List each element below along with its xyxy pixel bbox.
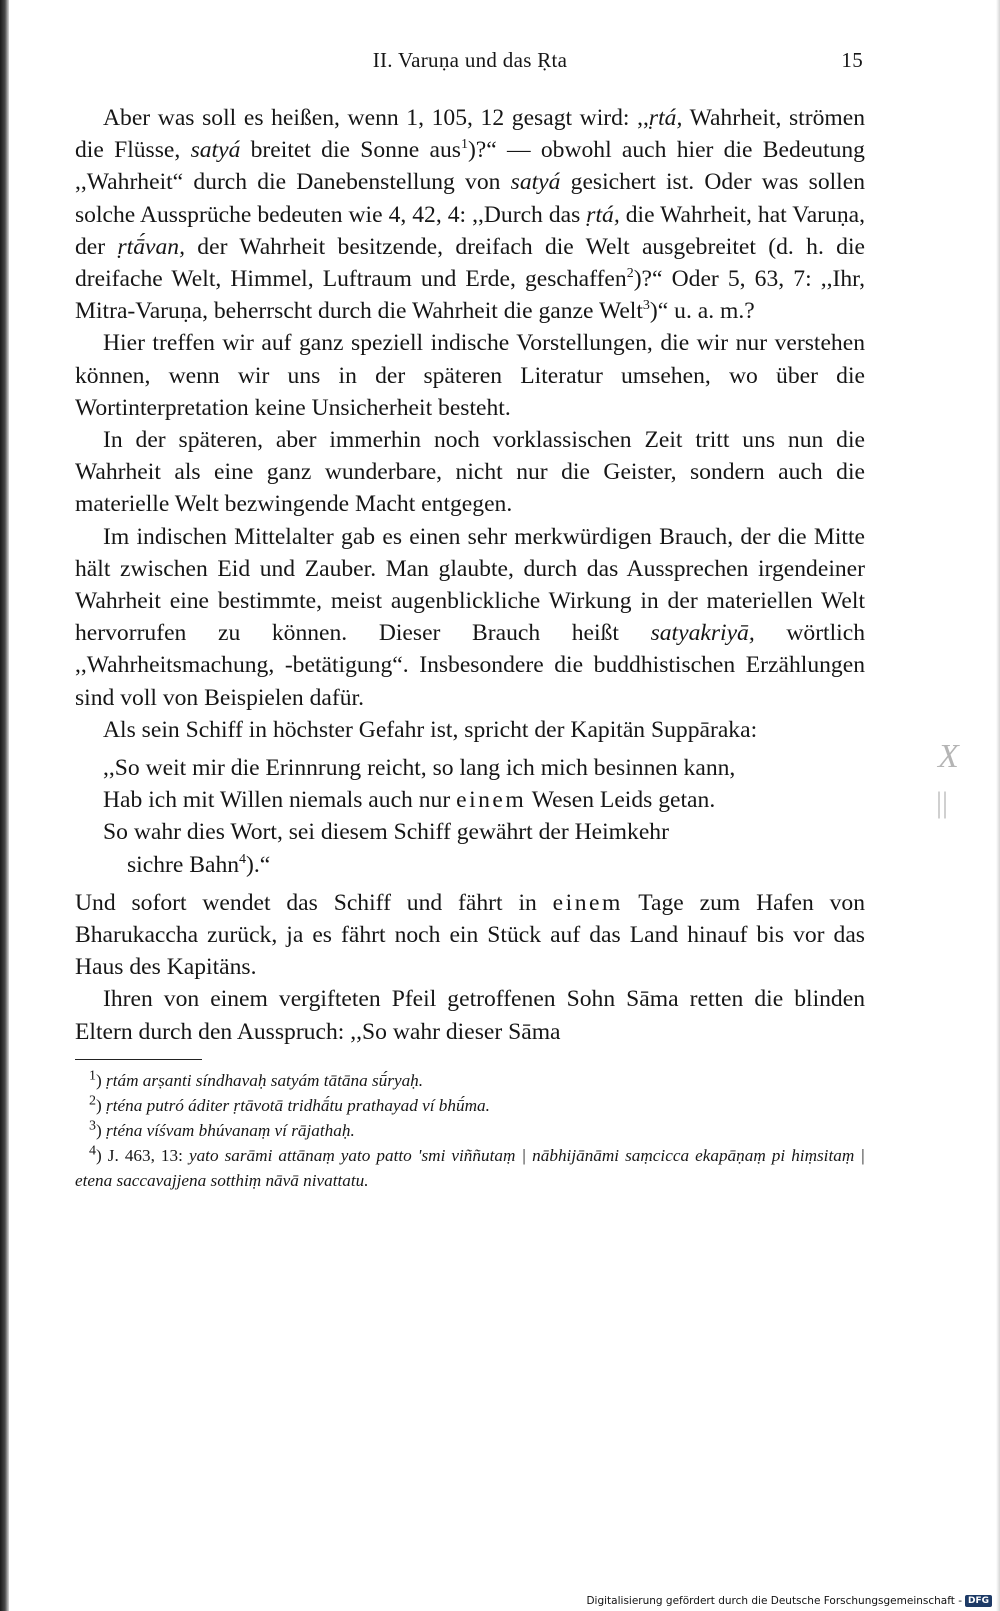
- footnote-mark: 4: [89, 1143, 96, 1159]
- page-number: 15: [841, 48, 863, 72]
- dfg-logo[interactable]: DFG: [965, 1595, 992, 1607]
- chapter-title: II. Varuṇa und das Ṛta: [372, 48, 568, 72]
- text-run: Im indischen Mittelalter gab es einen sehr merkwürdigen Brauch, der die Mitte hält zwischen Eid und Zauber. Man glaubte, durch das Aussprechen irgendeiner Wahrheit eine bestimmte, meist augenblickliche Wirkung in der materiellen Welt hervorrufen zu können. Dieser Brauch heißt: [75, 523, 865, 647]
- verse-line-1: ,,So weit mir die Erinnrung reicht, so lang ich mich besinnen kann,: [103, 755, 736, 782]
- text-run: Tage zum Hafen von Bharukaccha zurück, ja es fährt noch ein Stück auf das Land hinauf bis vor das Haus des Kapitäns.: [75, 889, 865, 981]
- footnote-mark: 1: [89, 1068, 96, 1084]
- text-run: breitet die Sonne aus: [240, 137, 461, 164]
- text-run: )“ u. a. m.?: [649, 298, 755, 325]
- text-run: Hab ich mit Willen niemals auch nur: [103, 787, 457, 814]
- scan-right-edge: [996, 0, 1000, 1611]
- footnote-3: $^3$) ṛténa víśvam bhúvanaṃ ví rājathaḥ.: [89, 1118, 355, 1140]
- paragraph-3: In der späteren, aber immerhin noch vorklassischen Zeit tritt uns nun die Wahrheit als eine ganz wunderbare, nicht nur die Geister, sondern auch die materielle Welt bezwingende Macht entgegen.: [75, 427, 865, 518]
- footnote-ref-2: 2: [626, 266, 634, 282]
- footnote-2: $^2$) ṛténa putró áditer ṛtāvotā tridhā́tu prathayad ví bhū́ma.: [89, 1093, 490, 1115]
- paragraph-1: [75, 102, 865, 327]
- footnote-ref-4: 4: [239, 851, 247, 867]
- text-run: gesichert ist. Oder was sollen solche Aussprüche bedeuten wie 4, 42, 4: ,,Durch das: [75, 169, 866, 228]
- paragraph-7: Ihren von einem vergifteten Pfeil getroffenen Sohn Sāma retten die blinden Eltern durch den Ausspruch: ,,So wahr dieser Sāma: [75, 986, 865, 1045]
- verse-line-4: [103, 849, 865, 881]
- text-run: Wahrheit, strömen die Flüsse,: [75, 105, 865, 164]
- text-run: )?“ Oder 5, 63, 7: ,,Ihr, Mitra-Varuṇa, beherrscht durch die Wahrheit die ganze Welt: [75, 266, 865, 325]
- text-run: Wesen Leids getan.: [526, 787, 716, 814]
- text-run: Und sofort wendet das Schiff und fährt in: [75, 889, 553, 916]
- sanskrit-term: ṛtá,: [586, 201, 620, 228]
- text-run: der Wahrheit besitzende, dreifach die Welt ausgebreitet (d. h. die dreifache Welt, Himmel, Luftraum und Erde, geschaffen: [75, 233, 866, 293]
- footnote-text: yato sarāmi attānaṃ yato patto 'smi viññutaṃ | nābhijānāmi saṃcicca ekapāṇaṃ pi hiṃsitaṃ | etena saccavajjena sotthiṃ nāvā nivattatu.: [75, 1145, 866, 1190]
- text-run: )?“ — obwohl auch hier die Bedeutung ,,Wahrheit“ durch die Danebenstellung von: [75, 137, 865, 196]
- sanskrit-term: ṛtā́van,: [117, 233, 185, 260]
- footnote-4: $^4$) J. 463, 13: yato sarāmi attānaṃ yato patto 'smi viññutaṃ | nābhijānāmi saṃcicca ekapāṇaṃ pi hiṃsitaṃ | etena saccavajjena sotthiṃ nāvā nivattatu.: [75, 1143, 866, 1190]
- running-header: [75, 40, 865, 80]
- text-run: die Wahrheit, hat Varuṇa, der: [75, 201, 866, 260]
- footnote-mark: 3: [89, 1118, 96, 1134]
- sanskrit-term: satyá: [190, 137, 241, 164]
- digitization-credit-text: Digitalisierung gefördert durch die Deutsche Forschungsgemeinschaft -: [586, 1595, 962, 1607]
- verse-line-3: So wahr dies Wort, sei diesem Schiff gewährt der Heimkehr: [103, 819, 669, 846]
- verse-line-2: [103, 784, 865, 816]
- sanskrit-term: ṛtá,: [648, 105, 683, 131]
- footnote-text: ṛténa putró áditer ṛtāvotā tridhā́tu prathayad ví bhū́ma.: [106, 1095, 490, 1115]
- margin-annotation-bars: ||: [936, 786, 949, 819]
- footnote-text: ṛténa víśvam bhúvanaṃ ví rājathaḥ.: [106, 1120, 355, 1140]
- emphasis: einem: [456, 787, 527, 814]
- footnote-mark: 2: [89, 1093, 96, 1109]
- footnote-text: ṛtám arṣanti síndhavaḥ satyám tātāna sū́ryaḥ.: [106, 1070, 424, 1090]
- book-page: [75, 40, 865, 1193]
- paragraph-5: Als sein Schiff in höchster Gefahr ist, spricht der Kapitän Suppāraka:: [103, 716, 758, 743]
- paragraph-4: [75, 521, 865, 714]
- footnotes: [75, 1068, 865, 1193]
- emphasis: einem: [552, 889, 623, 916]
- paragraph-2: Hier treffen wir auf ganz speziell indische Vorstellungen, die wir nur verstehen können, wenn wir uns in der späteren Literatur umsehen, wo über die Wortinterpretation keine Unsicherheit besteht.: [75, 330, 865, 421]
- margin-annotation-x: X: [938, 738, 959, 775]
- text-run: sichre Bahn: [127, 851, 240, 878]
- footnote-reference: J. 463, 13:: [107, 1145, 183, 1165]
- scan-binding-edge: [0, 0, 9, 1611]
- sanskrit-term: satyá: [510, 169, 561, 196]
- footnote-ref-1: 1: [460, 137, 468, 153]
- verse-quotation: [103, 752, 865, 881]
- body-text: [75, 102, 865, 1048]
- text-run: wörtlich ,,Wahrheitsmachung, -betätigung“. Insbesondere die buddhistischen Erzählungen sind voll von Beispielen dafür.: [75, 620, 865, 711]
- footnote-rule: [75, 1059, 202, 1060]
- paragraph-6: [75, 887, 865, 984]
- footnote-1: $^1$) ṛtám arṣanti síndhavaḥ satyám tātāna sū́ryaḥ.: [89, 1068, 424, 1090]
- text-run: ).“: [246, 851, 271, 878]
- sanskrit-term: satyakriyā,: [650, 620, 755, 647]
- text-run: Aber was soll es heißen, wenn 1, 105, 12 gesagt wird: ,,: [103, 105, 649, 131]
- footnote-ref-3: 3: [642, 298, 650, 314]
- digitization-credit: [586, 1595, 992, 1607]
